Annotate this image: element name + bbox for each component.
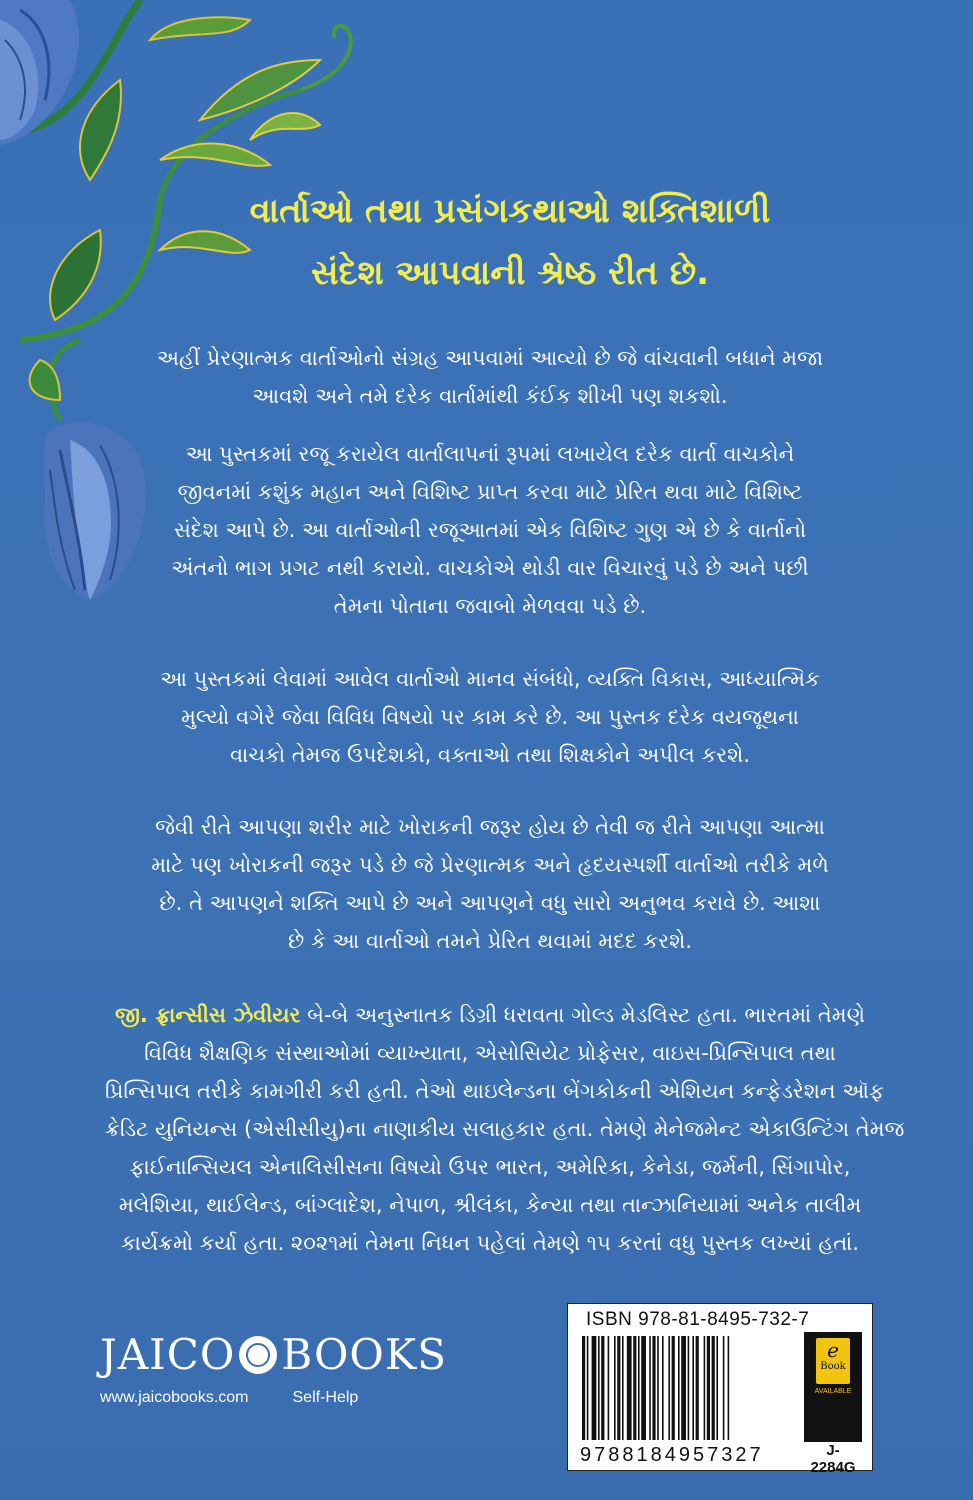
publisher-name-left: JAICO: [100, 1330, 236, 1379]
tagline: [150, 180, 870, 304]
publisher-logo: [100, 1330, 447, 1379]
publisher-info: [100, 1389, 447, 1407]
blurb-line: વાચકો તેમજ ઉપદેશકો, વક્તાઓ તથા શિક્ષકોને અપીલ કરશે.: [229, 743, 751, 767]
author-bio-text: બે-બે અનુસ્નાતક ડિગ્રી ધરાવતા ગોલ્ડ મેડલિસ્ટ હતા. ભારતમાં તેમણે: [300, 1003, 865, 1027]
blurb-line: મુલ્યો વગેરે જેવા વિવિધ વિષયો પર કામ કરે છે. આ પુસ્તક દરેક વયજૂથના: [181, 705, 799, 729]
wheel-icon: [239, 1336, 277, 1374]
publisher-website[interactable]: www.jaicobooks.com: [100, 1389, 249, 1406]
barcode-icon: [578, 1336, 798, 1444]
blurb-line: છે. તે આપણને શક્તિ આપે છે અને આપણને વધુ સારો અનુભવ કરાવે છે. આશા: [159, 891, 821, 915]
blurb-line: જેવી રીતે આપણા શરીર માટે ખોરાકની જરૂર હોય છે તેવી જ રીતે આપણા આત્મા: [155, 815, 825, 839]
author-bio-line: પ્રિન્સિપાલ તરીકે કામગીરી કરી હતી. તેઓ થાઇલેન્ડના બેંગકોકની એશિયન કન્ફેડરેશન ઑફ: [105, 1079, 884, 1103]
author-bio-line: ક્રેડિટ યુનિયન્સ (એસીસીયુ)ના નાણાકીય સલાહકાર હતા. તેમણે મેનેજમેન્ટ એકાઉન્ટિંગ તેમજ: [105, 1117, 905, 1141]
blurb-line: આ પુસ્તકમાં રજૂ કરાયેલ વાર્તાલાપનાં રૂપમાં લખાયેલ દરેક વાર્તા વાચકોને: [185, 442, 795, 466]
product-code: J-2284G: [810, 1442, 856, 1476]
blurb-line: આવશે અને તમે દરેક વાર્તામાંથી કંઈક શીખી પણ શકશો.: [252, 384, 728, 408]
blurb-line: અહીં પ્રેરણાત્મક વાર્તાઓનો સંગ્રહ આપવામાં આવ્યો છે જે વાંચવાની બધાને મજા: [156, 346, 824, 370]
author-name: જી. ફ્રાન્સીસ ઝેવીયર: [115, 1003, 301, 1027]
blurb-line: આ પુસ્તકમાં લેવામાં આવેલ વાર્તાઓ માનવ સંબંધો, વ્યક્તિ વિકાસ, આધ્યાત્મિક: [160, 667, 820, 691]
book-category: Self-Help: [292, 1389, 359, 1406]
author-bio: [105, 996, 905, 1262]
blurb-paragraph: [105, 808, 875, 960]
blurb-line: તેમના પોતાના જવાબો મેળવવા પડે છે.: [333, 594, 647, 618]
blurb-line: અંતનો ભાગ પ્રગટ નથી કરાયો. વાચકોએ થોડી વાર વિચારવું પડે છે અને પછી: [171, 556, 809, 580]
author-bio-line: ફાઈનાન્સિયલ એનાલિસીસના વિષયો ઉપર ભારત, અમેરિકા, કેનેડા, જર્મની, સિંગાપોર,: [129, 1155, 851, 1179]
ebook-word: Book: [820, 1361, 846, 1372]
blurb-line: જીવનમાં કશુંક મહાન અને વિશિષ્ટ પ્રાપ્ત કરવા માટે પ્રેરિત થવા માટે વિશિષ્ટ: [177, 480, 803, 504]
blurb-paragraph: [105, 660, 875, 774]
tagline-line: સંદેશ આપવાની શ્રેષ્ઠ રીત છે.: [310, 253, 710, 293]
author-bio-line: મલેશિયા, થાઈલેન્ડ, બાંગ્લાદેશ, નેપાળ, શ્રીલંકા, કેન્યા તથા તાન્ઝાનિયામાં અનેક તાલીમ: [118, 1193, 862, 1217]
blurb-paragraph: [105, 435, 875, 625]
blurb-line: માટે પણ ખોરાકની જરૂર પડે છે જે પ્રેરણાત્મક અને હૃદયસ્પર્શી વાર્તાઓ તરીકે મળે: [151, 853, 829, 877]
author-bio-line: [105, 996, 875, 1034]
ebook-badge: [804, 1332, 862, 1442]
blurb-paragraph: [105, 339, 875, 415]
ebook-available: AVAILABLE: [814, 1388, 852, 1395]
ebook-icon: [816, 1338, 850, 1384]
blurb-line: છે કે આ વાર્તાઓ તમને પ્રેરિત થવામાં મદદ કરશે.: [288, 929, 692, 953]
author-bio-line: કાર્યક્રમો કર્યા હતા. ૨૦૨૧માં તેમના નિધન પહેલાં તેમણે ૧૫ કરતાં વધુ પુસ્તક લખ્યાં હતાં.: [120, 1231, 859, 1255]
publisher-name-right: BOOKS: [281, 1330, 447, 1379]
publisher-block: [100, 1330, 447, 1407]
ebook-e: e: [827, 1338, 839, 1362]
blurb-line: સંદેશ આપે છે. આ વાર્તાઓની રજૂઆતમાં એક વિશિષ્ટ ગુણ એ છે કે વાર્તાનો: [173, 518, 807, 542]
barcode-number: 9788184957327: [580, 1444, 764, 1466]
tagline-line: વાર્તાઓ તથા પ્રસંગકથાઓ શક્તિશાળી: [249, 191, 771, 231]
author-bio-line: વિવિધ શૈક્ષણિક સંસ્થાઓમાં વ્યાખ્યાતા, એસોસિયેટ પ્રોફેસર, વાઇસ-પ્રિન્સિપાલ તથા: [144, 1041, 836, 1065]
isbn-label: ISBN 978-81-8495-732-7: [586, 1309, 810, 1330]
isbn-barcode: [567, 1303, 873, 1476]
